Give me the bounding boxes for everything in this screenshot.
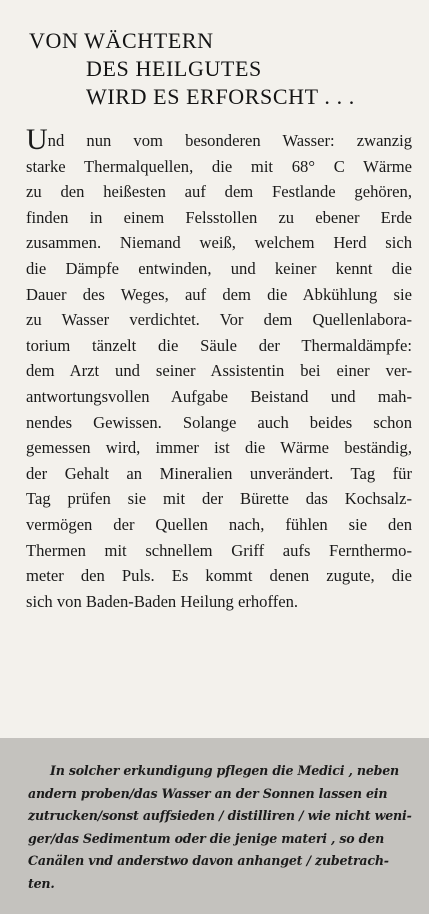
body-line: antwortungsvollen Aufgabe Beistand und mah- <box>26 386 412 406</box>
body-line <box>26 123 412 156</box>
body-line: nendes Gewissen. Solange auch beides schon <box>26 412 412 432</box>
body-line: sich von Baden-Baden Heilung erhoffen. <box>26 591 299 611</box>
heading-line-3: WIRD ES ERFORSCHT . . . <box>86 84 355 109</box>
heading-line-1: VON WÄCHTERN <box>29 28 214 53</box>
quote-line: ten. <box>28 875 55 891</box>
heading-line-2: DES HEILGUTES <box>86 56 262 81</box>
historic-quote-box <box>0 738 429 914</box>
body-line: gemessen wird, immer ist die Wärme beständig, <box>26 438 412 458</box>
quote-line: In solcher erkundigung pflegen die Medici , neben <box>50 763 400 778</box>
body-line: Thermen mit schnellem Griff aufs Fernthermo- <box>26 540 412 560</box>
body-line: Tag prüfen sie mit der Bürette das Kochsalz- <box>26 489 412 509</box>
body-line: zu den heißesten auf dem Festlande gehören, <box>26 182 412 202</box>
quote-line: andern proben/das Wasser an der Sonnen lassen ein <box>28 785 388 801</box>
body-line: der Gehalt an Mineralien unverändert. Tag für <box>26 463 412 483</box>
body-line: zu Wasser verdichtet. Vor dem Quellenlabora- <box>26 310 412 330</box>
quote-line: zutrucken/sonst auffsieden / distilliren / wie nicht weni- <box>28 808 412 823</box>
body-line-text: nd nun vom besonderen Wasser: zwanzig <box>47 131 412 150</box>
body-line: dem Arzt und seiner Assistentin bei einer ver- <box>26 361 412 381</box>
quote-line: Canälen vnd anderstwo davon anhanget / zubetrach- <box>28 853 389 868</box>
body-line: zusammen. Niemand weiß, welchem Herd sich <box>26 233 412 253</box>
body-line: torium tänzelt die Säule der Thermaldämpfe: <box>26 335 412 355</box>
historic-quote <box>28 760 420 895</box>
body-line: die Dämpfe entwinden, und keiner kennt die <box>26 258 412 278</box>
body-line: starke Thermalquellen, die mit 68° C Wärme <box>26 156 412 176</box>
body-line: Dauer des Weges, auf dem die Abkühlung sie <box>26 284 412 304</box>
body-line: meter den Puls. Es kommt denen zugute, die <box>26 566 412 586</box>
page-heading <box>29 27 409 111</box>
quote-line: ger/das Sedimentum oder die jenige materi , so den <box>28 830 385 846</box>
body-line: vermögen der Quellen nach, fühlen sie den <box>26 514 412 534</box>
drop-cap: U <box>26 123 48 156</box>
body-line: finden in einem Felsstollen zu ebener Erde <box>26 207 412 227</box>
body-paragraph <box>26 123 412 614</box>
